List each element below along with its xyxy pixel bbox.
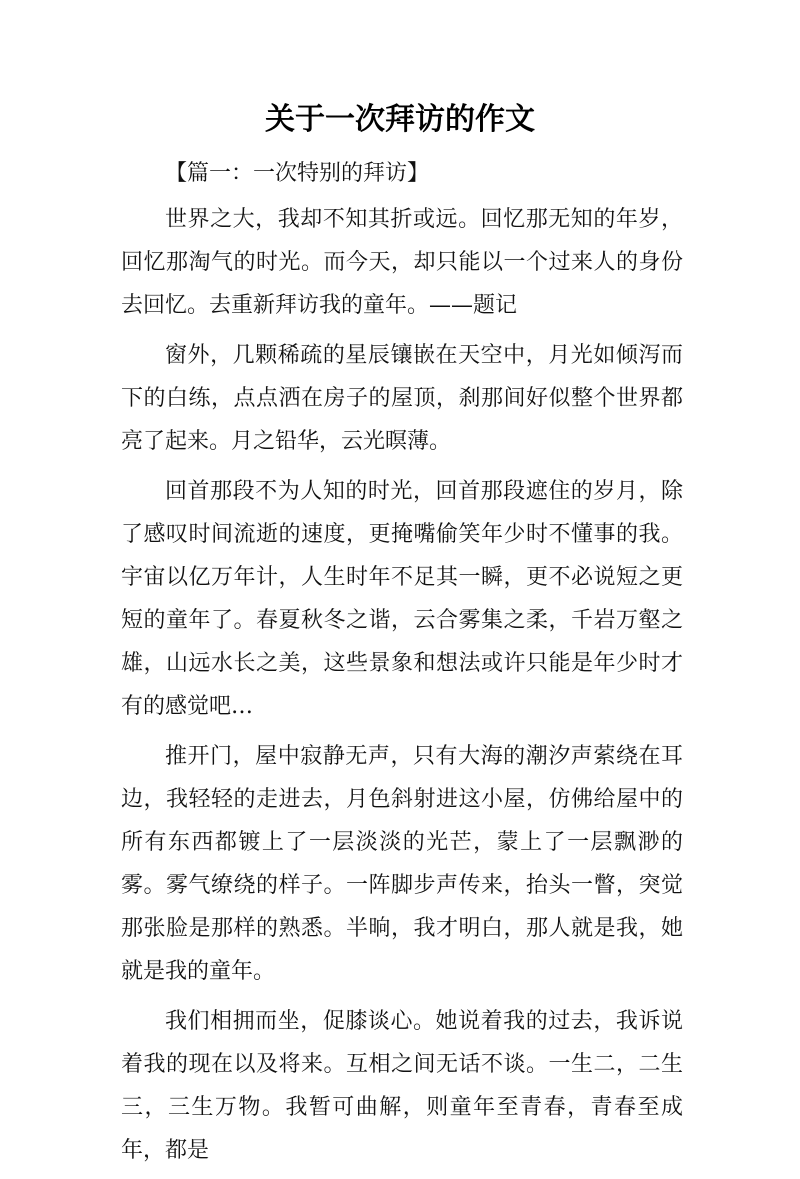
paragraph-1: 世界之大，我却不知其折或远。回忆那无知的年岁，回忆那淘气的时光。而今天，却只能以一个过来人的身份去回忆。去重新拜访我的童年。——题记 bbox=[121, 207, 683, 318]
document-title: 关于一次拜访的作文 bbox=[265, 102, 535, 137]
document-body bbox=[121, 152, 683, 1179]
paragraph-2: 窗外，几颗稀疏的星辰镶嵌在天空中，月光如倾泻而下的白练，点点洒在房子的屋顶，刹那间好似整个世界都亮了起来。月之铅华，云光暝薄。 bbox=[121, 343, 683, 454]
paragraph-3: 回首那段不为人知的时光，回首那段遮住的岁月，除了感叹时间流逝的速度，更掩嘴偷笑年少时不懂事的我。宇宙以亿万年计，人生时年不足其一瞬，更不必说短之更短的童年了。春夏秋冬之谐，云合雾集之柔，千岩万壑之雄，山远水长之美，这些景象和想法或许只能是年少时才有的感觉吧… bbox=[121, 479, 683, 719]
section-heading: 【篇一：一次特别的拜访】 bbox=[165, 161, 430, 186]
paragraph-5: 我们相拥而坐，促膝谈心。她说着我的过去，我诉说着我的现在以及将来。互相之间无话不谈。一生二，二生三，三生万物。我暂可曲解，则童年至青春，青春至成年，都是 bbox=[121, 1009, 683, 1163]
paragraph-4: 推开门，屋中寂静无声，只有大海的潮汐声萦绕在耳边，我轻轻的走进去，月色斜射进这小屋，仿佛给屋中的所有东西都镀上了一层淡淡的光芒，蒙上了一层飘渺的雾。雾气缭绕的样子。一阵脚步声传来，抬头一瞥，突觉那张脸是那样的熟悉。半晌，我才明白，那人就是我，她就是我的童年。 bbox=[121, 744, 683, 984]
